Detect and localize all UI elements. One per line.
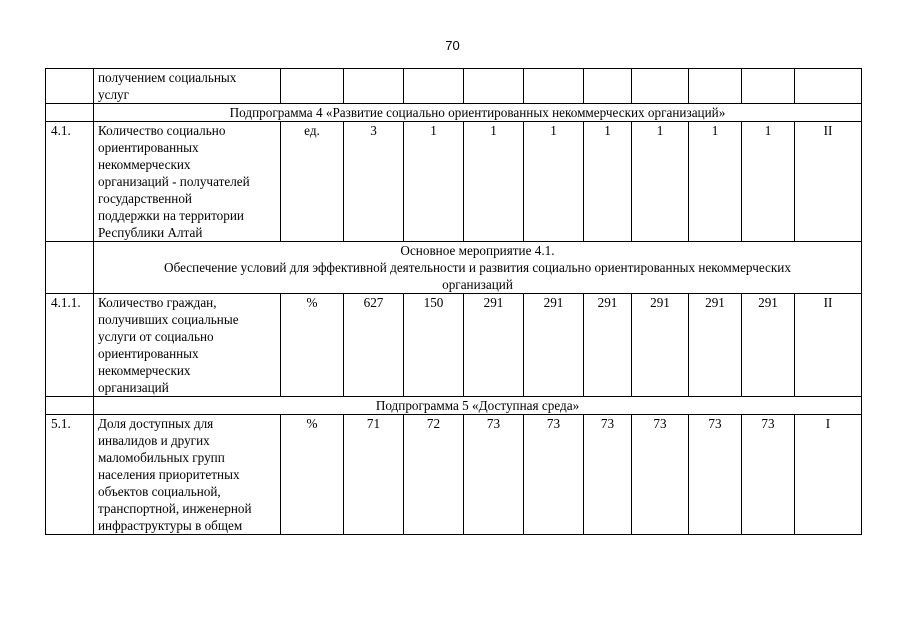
indicators-table [45, 68, 862, 535]
value-cell: 291 [689, 294, 742, 397]
value-cell: 1 [584, 122, 632, 242]
category-cell: II [795, 122, 862, 242]
indicator-name: Доля доступных для инвалидов и других маломобильных групп населения приоритетных объектов социальной, транспортной, инженерной инфраструктуры в общем [94, 415, 281, 535]
row-number [46, 69, 94, 104]
indicator-name: получением социальных услуг [94, 69, 281, 104]
value-cell: 73 [689, 415, 742, 535]
value-cell: 1 [689, 122, 742, 242]
table-row [46, 242, 862, 294]
value-cell: 1 [742, 122, 795, 242]
subprogram-header: Подпрограмма 4 «Развитие социально ориентированных некоммерческих организаций» [94, 104, 862, 122]
value-cell: 73 [464, 415, 524, 535]
category-cell: II [795, 294, 862, 397]
value-cell [689, 69, 742, 104]
value-cell [584, 69, 632, 104]
main-activity-header: Основное мероприятие 4.1. Обеспечение условий для эффективной деятельности и развития социально ориентированных некоммерческих организаций [94, 242, 862, 294]
value-cell: 1 [464, 122, 524, 242]
value-cell: 291 [464, 294, 524, 397]
subprogram-header: Подпрограмма 5 «Доступная среда» [94, 397, 862, 415]
value-cell: 150 [404, 294, 464, 397]
table-row [46, 69, 862, 104]
row-number [46, 242, 94, 294]
value-cell [464, 69, 524, 104]
value-cell [524, 69, 584, 104]
unit-cell: ед. [281, 122, 344, 242]
row-number: 4.1. [46, 122, 94, 242]
table-row [46, 397, 862, 415]
row-number [46, 104, 94, 122]
page-number: 70 [445, 38, 460, 53]
unit-cell: % [281, 415, 344, 535]
value-cell [742, 69, 795, 104]
category-cell [795, 69, 862, 104]
row-number: 5.1. [46, 415, 94, 535]
unit-cell: % [281, 294, 344, 397]
value-cell: 1 [632, 122, 689, 242]
value-cell: 73 [524, 415, 584, 535]
value-cell [344, 69, 404, 104]
value-cell: 291 [632, 294, 689, 397]
value-cell: 71 [344, 415, 404, 535]
value-cell: 291 [742, 294, 795, 397]
value-cell [632, 69, 689, 104]
row-number: 4.1.1. [46, 294, 94, 397]
value-cell [404, 69, 464, 104]
indicator-name: Количество граждан, получивших социальные услуги от социально ориентированных некоммерческих организаций [94, 294, 281, 397]
value-cell: 1 [524, 122, 584, 242]
value-cell: 291 [584, 294, 632, 397]
value-cell: 627 [344, 294, 404, 397]
table-row [46, 122, 862, 242]
table-row [46, 415, 862, 535]
value-cell: 72 [404, 415, 464, 535]
row-number [46, 397, 94, 415]
value-cell: 3 [344, 122, 404, 242]
indicator-name: Количество социально ориентированных некоммерческих организаций - получателей государственной поддержки на территории Республики Алтай [94, 122, 281, 242]
value-cell: 73 [742, 415, 795, 535]
unit-cell [281, 69, 344, 104]
table-row [46, 104, 862, 122]
value-cell: 73 [584, 415, 632, 535]
value-cell: 1 [404, 122, 464, 242]
value-cell: 73 [632, 415, 689, 535]
value-cell: 291 [524, 294, 584, 397]
table-row [46, 294, 862, 397]
category-cell: I [795, 415, 862, 535]
